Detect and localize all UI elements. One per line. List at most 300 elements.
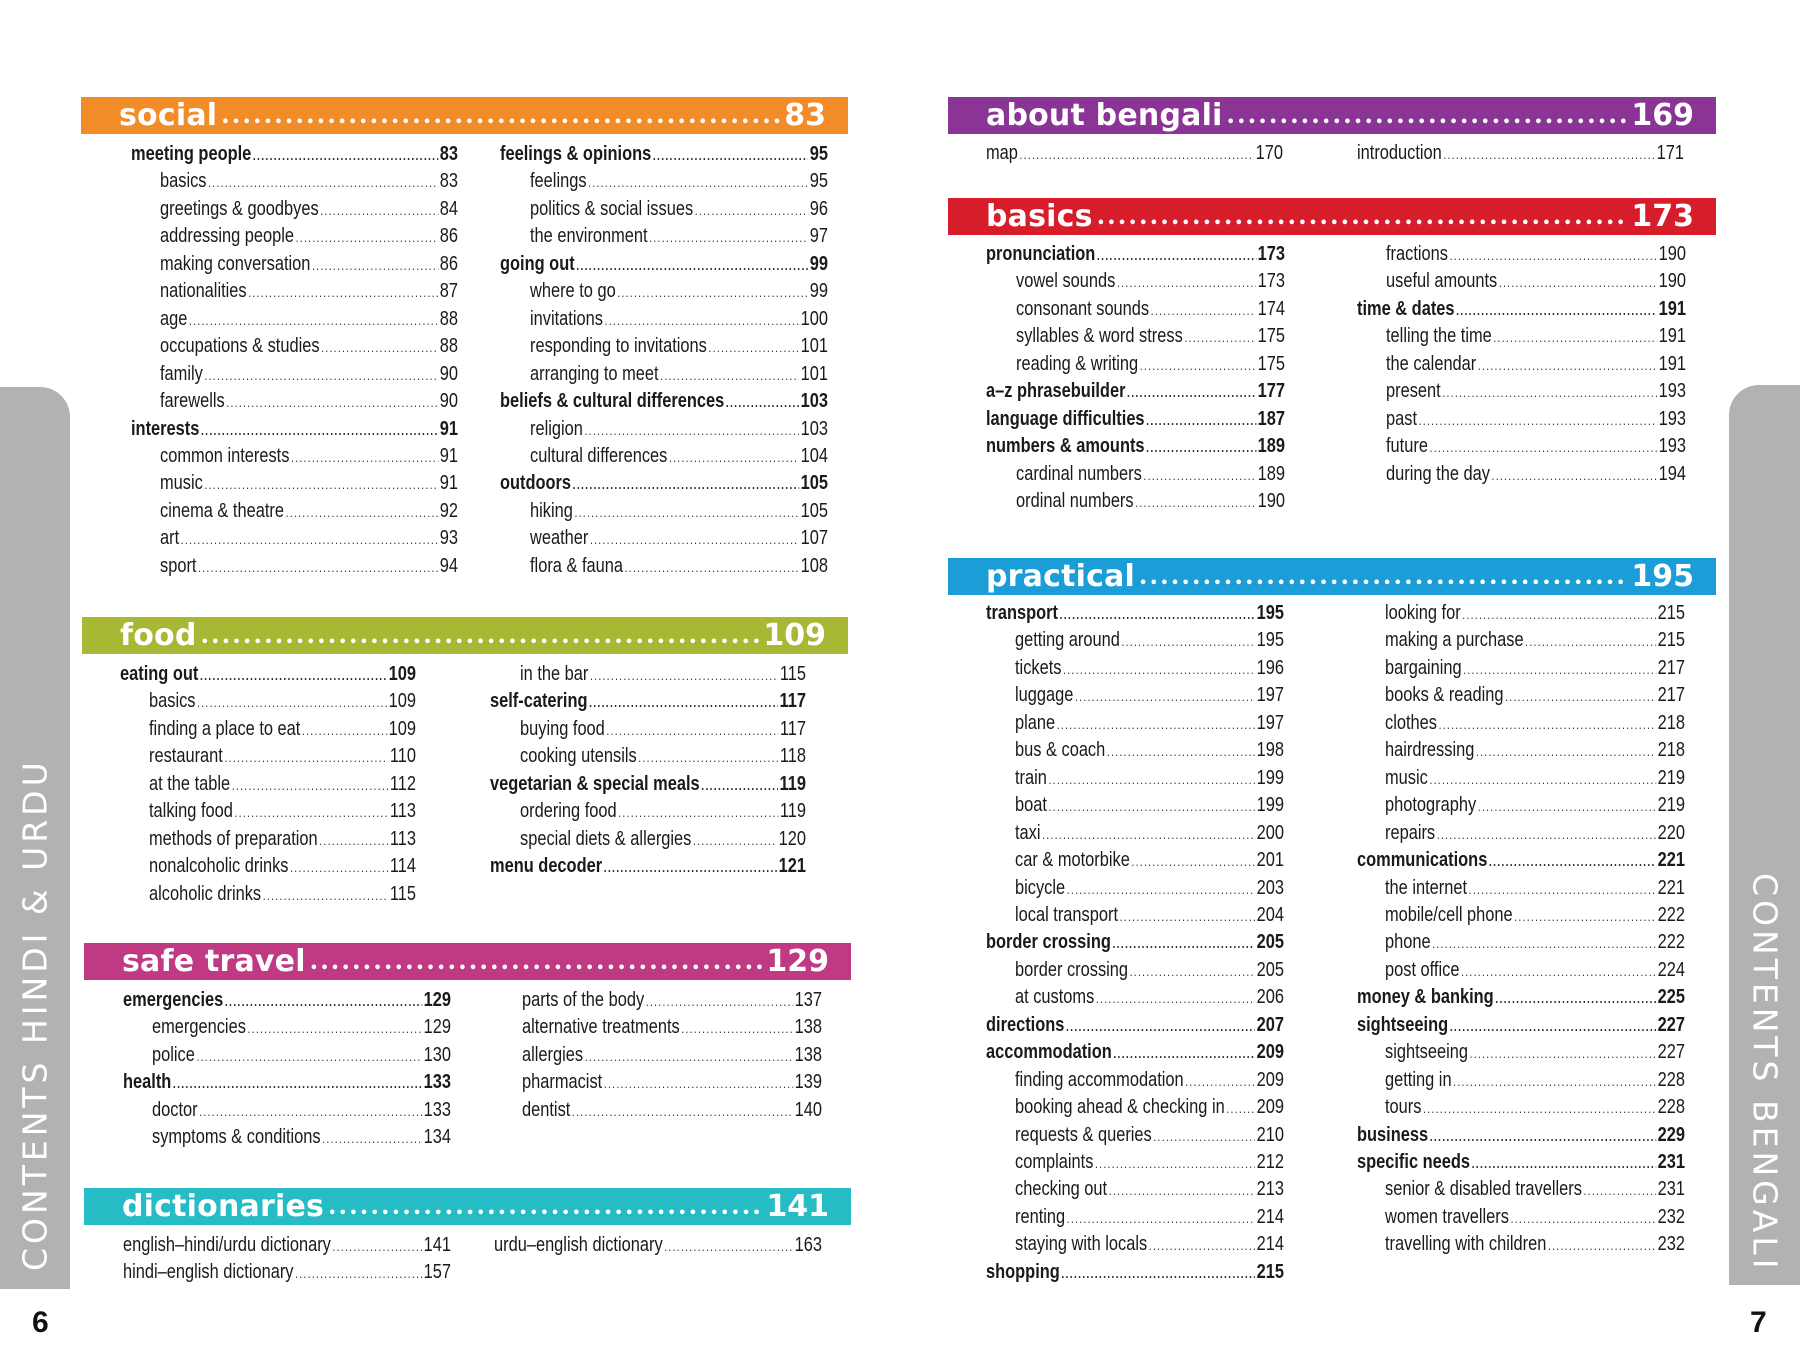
toc-entry[interactable] bbox=[160, 306, 458, 333]
entry-label: reading & writing bbox=[1016, 351, 1139, 375]
toc-entry[interactable] bbox=[1385, 765, 1685, 792]
leader-dots bbox=[286, 499, 439, 526]
toc-entry[interactable] bbox=[1015, 875, 1284, 902]
entry-page-number: 137 bbox=[794, 988, 822, 1011]
section-band-food[interactable] bbox=[82, 617, 848, 654]
toc-entry[interactable] bbox=[149, 771, 416, 798]
leader-dots bbox=[201, 417, 438, 444]
toc-entry[interactable] bbox=[530, 498, 828, 525]
toc-heading-entry[interactable] bbox=[131, 416, 458, 443]
toc-entry[interactable] bbox=[1385, 875, 1685, 902]
toc-entry[interactable] bbox=[123, 1259, 451, 1286]
leader-dots bbox=[1121, 628, 1255, 655]
toc-entry[interactable] bbox=[1385, 682, 1685, 709]
toc-entry[interactable] bbox=[149, 743, 416, 770]
leader-dots bbox=[1470, 1040, 1656, 1067]
leader-dots bbox=[1493, 324, 1657, 351]
leader-dots bbox=[1042, 821, 1255, 848]
toc-heading-entry[interactable] bbox=[500, 251, 828, 278]
toc-entry[interactable] bbox=[1016, 461, 1285, 488]
toc-heading-entry[interactable] bbox=[490, 853, 806, 880]
entry-label: alternative treatments bbox=[522, 1015, 680, 1039]
toc-entry[interactable] bbox=[522, 987, 822, 1014]
toc-heading-entry[interactable] bbox=[986, 406, 1285, 433]
toc-entry[interactable] bbox=[149, 716, 416, 743]
toc-heading-entry[interactable] bbox=[123, 1069, 451, 1096]
entry-page-number: 105 bbox=[800, 471, 828, 495]
toc-heading-entry[interactable] bbox=[1357, 1012, 1685, 1039]
entry-page-number: 117 bbox=[779, 716, 806, 740]
toc-heading-entry[interactable] bbox=[986, 1012, 1284, 1039]
toc-entry[interactable] bbox=[1385, 627, 1685, 654]
entry-page-number: 101 bbox=[800, 334, 828, 358]
leader-dots bbox=[204, 362, 438, 389]
toc-entry[interactable] bbox=[1386, 241, 1686, 268]
toc-entry[interactable] bbox=[1386, 351, 1686, 378]
leader-dots bbox=[196, 1043, 422, 1070]
toc-heading-entry[interactable] bbox=[1357, 984, 1685, 1011]
leader-dots bbox=[226, 389, 438, 416]
toc-entry[interactable] bbox=[530, 278, 828, 305]
entry-label: urdu–english dictionary bbox=[494, 1233, 663, 1256]
entry-page-number: 105 bbox=[800, 498, 828, 522]
toc-entry[interactable] bbox=[160, 196, 458, 223]
leader-dots bbox=[604, 854, 777, 881]
section-page: 173 bbox=[1631, 199, 1694, 234]
toc-entry[interactable] bbox=[1016, 488, 1285, 515]
entry-page-number: 141 bbox=[423, 1233, 451, 1256]
leader-dots bbox=[660, 362, 799, 389]
toc-entry[interactable] bbox=[1015, 1176, 1284, 1203]
entry-page-number: 209 bbox=[1256, 1067, 1284, 1091]
toc-entry[interactable] bbox=[1385, 820, 1685, 847]
toc-entry[interactable] bbox=[160, 498, 458, 525]
toc-heading-entry[interactable] bbox=[1357, 1149, 1685, 1176]
entry-page-number: 213 bbox=[1256, 1177, 1284, 1201]
toc-entry[interactable] bbox=[152, 1014, 451, 1041]
toc-heading-entry[interactable] bbox=[1357, 847, 1685, 874]
section-band-social[interactable] bbox=[81, 97, 848, 134]
entry-page-number: 196 bbox=[1256, 655, 1284, 679]
entry-label: sport bbox=[160, 553, 197, 577]
toc-entry[interactable] bbox=[522, 1069, 822, 1096]
entry-page-number: 140 bbox=[794, 1097, 822, 1121]
toc-entry[interactable] bbox=[160, 361, 458, 388]
leader-dots bbox=[1149, 1232, 1255, 1259]
toc-entry[interactable] bbox=[530, 306, 828, 333]
toc-entry[interactable] bbox=[160, 470, 458, 497]
section-band-basics[interactable] bbox=[948, 198, 1716, 235]
toc-entry[interactable] bbox=[1015, 847, 1284, 874]
toc-entry[interactable] bbox=[160, 525, 458, 552]
entry-page-number: 91 bbox=[439, 416, 458, 440]
leader-dots bbox=[604, 1070, 793, 1097]
toc-entry[interactable] bbox=[160, 223, 458, 250]
entry-page-number: 88 bbox=[439, 306, 458, 330]
entry-label: bargaining bbox=[1385, 655, 1462, 679]
toc-entry[interactable] bbox=[520, 826, 806, 853]
toc-entry[interactable] bbox=[160, 251, 458, 278]
entry-page-number: 92 bbox=[439, 498, 458, 522]
leader-dots bbox=[617, 279, 808, 306]
toc-entry[interactable] bbox=[149, 826, 416, 853]
toc-entry[interactable] bbox=[530, 553, 828, 580]
leader-dots bbox=[1020, 141, 1255, 168]
entry-label: present bbox=[1386, 379, 1441, 403]
leader-dots bbox=[1450, 1013, 1656, 1040]
leader-dots bbox=[1478, 793, 1656, 820]
entry-page-number: 103 bbox=[800, 416, 828, 440]
leader-dots bbox=[1067, 876, 1255, 903]
leader-dots bbox=[1514, 903, 1656, 930]
section-title: practical bbox=[986, 559, 1136, 594]
toc-entry[interactable] bbox=[1015, 655, 1284, 682]
toc-entry[interactable] bbox=[1385, 1039, 1685, 1066]
toc-entry[interactable] bbox=[152, 1042, 451, 1069]
toc-entry[interactable] bbox=[522, 1097, 822, 1124]
entry-label: phone bbox=[1385, 930, 1431, 954]
entry-label: fractions bbox=[1386, 242, 1448, 265]
entry-label: alcoholic drinks bbox=[149, 881, 262, 905]
leader-dots bbox=[1112, 930, 1255, 957]
toc-entry[interactable] bbox=[1015, 902, 1284, 929]
entry-page-number: 112 bbox=[389, 771, 416, 795]
entry-page-number: 118 bbox=[779, 744, 806, 768]
leader-dots bbox=[1146, 407, 1256, 434]
toc-heading-entry[interactable] bbox=[1357, 1122, 1685, 1149]
entry-label: allergies bbox=[522, 1042, 584, 1066]
toc-entry[interactable] bbox=[1386, 461, 1686, 488]
toc-entry[interactable] bbox=[1386, 433, 1686, 460]
entry-page-number: 119 bbox=[779, 799, 806, 823]
leader-dots bbox=[1226, 1095, 1255, 1122]
section-title: dictionaries bbox=[122, 1189, 325, 1224]
entry-page-number: 205 bbox=[1256, 957, 1284, 981]
entry-page-number: 163 bbox=[794, 1233, 822, 1256]
toc-entry[interactable] bbox=[1016, 323, 1285, 350]
entry-label: basics bbox=[160, 169, 207, 193]
toc-heading-entry[interactable] bbox=[131, 141, 458, 168]
entry-label: politics & social issues bbox=[530, 196, 694, 220]
entry-label: shopping bbox=[986, 1259, 1060, 1283]
toc-entry[interactable] bbox=[1016, 268, 1285, 295]
entry-label: plane bbox=[1015, 710, 1056, 734]
toc-entry[interactable] bbox=[1385, 1231, 1685, 1258]
toc-entry[interactable] bbox=[494, 1232, 822, 1259]
toc-entry[interactable] bbox=[1385, 1067, 1685, 1094]
toc-entry[interactable] bbox=[1385, 957, 1685, 984]
entry-label: at customs bbox=[1015, 985, 1095, 1009]
leader-dots bbox=[1130, 958, 1255, 985]
toc-heading-entry[interactable] bbox=[490, 771, 806, 798]
entry-page-number: 109 bbox=[388, 716, 416, 740]
entry-label: map bbox=[986, 141, 1018, 164]
entry-page-number: 228 bbox=[1657, 1095, 1685, 1119]
toc-entry[interactable] bbox=[1015, 1122, 1284, 1149]
toc-entry[interactable] bbox=[149, 853, 416, 880]
leader-dots bbox=[1505, 683, 1656, 710]
entry-page-number: 94 bbox=[439, 553, 458, 577]
section-page: 141 bbox=[766, 1189, 829, 1224]
toc-entry[interactable] bbox=[1015, 682, 1284, 709]
leader-dots bbox=[1419, 407, 1657, 434]
toc-entry[interactable] bbox=[1015, 957, 1284, 984]
leader-dots bbox=[1429, 766, 1656, 793]
toc-entry[interactable] bbox=[149, 688, 416, 715]
entry-page-number: 115 bbox=[389, 881, 416, 905]
toc-entry[interactable] bbox=[1015, 1067, 1284, 1094]
toc-entry[interactable] bbox=[520, 798, 806, 825]
leader-dots bbox=[573, 471, 799, 498]
entry-label: transport bbox=[986, 601, 1058, 624]
entry-page-number: 93 bbox=[439, 526, 458, 550]
toc-entry[interactable] bbox=[520, 661, 806, 688]
toc-entry[interactable] bbox=[160, 443, 458, 470]
toc-entry[interactable] bbox=[149, 798, 416, 825]
leader-dots bbox=[708, 334, 799, 361]
entry-page-number: 231 bbox=[1657, 1177, 1685, 1201]
entry-page-number: 228 bbox=[1657, 1067, 1685, 1091]
toc-entry[interactable] bbox=[1016, 296, 1285, 323]
toc-heading-entry[interactable] bbox=[986, 378, 1285, 405]
entry-page-number: 217 bbox=[1657, 655, 1685, 679]
leader-dots bbox=[1063, 656, 1255, 683]
section-band-safe-travel[interactable] bbox=[84, 943, 851, 980]
toc-heading-entry[interactable] bbox=[986, 600, 1284, 627]
leader-dots bbox=[589, 689, 778, 716]
entry-label: music bbox=[1385, 765, 1428, 789]
toc-heading-entry[interactable] bbox=[1357, 296, 1686, 323]
toc-entry[interactable] bbox=[1385, 710, 1685, 737]
toc-heading-entry[interactable] bbox=[490, 688, 806, 715]
toc-heading-entry[interactable] bbox=[500, 470, 828, 497]
toc-entry[interactable] bbox=[1015, 1231, 1284, 1258]
entry-label: self-catering bbox=[490, 689, 588, 713]
entry-page-number: 231 bbox=[1657, 1150, 1685, 1173]
toc-entry[interactable] bbox=[520, 716, 806, 743]
leader-dots bbox=[1143, 462, 1256, 489]
entry-label: photography bbox=[1385, 793, 1477, 817]
toc-heading-entry[interactable] bbox=[500, 141, 828, 168]
entry-label: farewells bbox=[160, 389, 225, 413]
leader-dots bbox=[1430, 1123, 1656, 1150]
toc-entry[interactable] bbox=[1386, 378, 1686, 405]
entry-label: taxi bbox=[1015, 820, 1041, 844]
entry-label: religion bbox=[530, 416, 583, 440]
entry-page-number: 214 bbox=[1256, 1204, 1284, 1228]
toc-entry[interactable] bbox=[160, 333, 458, 360]
leader-dots bbox=[576, 252, 808, 279]
entry-label: greetings & goodbyes bbox=[160, 196, 319, 220]
leader-dots bbox=[1472, 1150, 1656, 1177]
leader-dots bbox=[1107, 738, 1255, 765]
leader-dots bbox=[248, 279, 438, 306]
leader-dots bbox=[1499, 269, 1657, 296]
entry-label: vowel sounds bbox=[1016, 269, 1116, 293]
entry-label: tours bbox=[1385, 1095, 1422, 1119]
toc-entry[interactable] bbox=[152, 1097, 451, 1124]
entry-label: methods of preparation bbox=[149, 826, 318, 850]
leader-dots bbox=[248, 1015, 423, 1042]
entry-label: clothes bbox=[1385, 710, 1437, 734]
section-page: 129 bbox=[766, 944, 829, 979]
entry-page-number: 113 bbox=[389, 826, 416, 850]
toc-entry[interactable] bbox=[1386, 323, 1686, 350]
toc-entry[interactable] bbox=[123, 1232, 451, 1259]
toc-entry[interactable] bbox=[160, 553, 458, 580]
leader-dots bbox=[585, 1043, 793, 1070]
entry-page-number: 99 bbox=[809, 251, 828, 275]
entry-label: border crossing bbox=[986, 930, 1111, 954]
entry-label: senior & disabled travellers bbox=[1385, 1177, 1582, 1201]
toc-entry[interactable] bbox=[530, 196, 828, 223]
entry-label: police bbox=[152, 1042, 195, 1066]
toc-entry[interactable] bbox=[160, 388, 458, 415]
toc-entry[interactable] bbox=[1385, 792, 1685, 819]
leader-dots bbox=[625, 554, 799, 581]
entry-page-number: 174 bbox=[1257, 296, 1285, 320]
toc-entry[interactable] bbox=[530, 168, 828, 195]
section-band-dictionaries[interactable] bbox=[84, 1188, 851, 1225]
entry-page-number: 219 bbox=[1657, 765, 1685, 789]
toc-entry[interactable] bbox=[1015, 1149, 1284, 1176]
entry-label: accommodation bbox=[986, 1040, 1112, 1064]
section-band-practical[interactable] bbox=[948, 558, 1716, 595]
entry-page-number: 190 bbox=[1658, 269, 1686, 293]
toc-entry[interactable] bbox=[530, 361, 828, 388]
leader-dots bbox=[224, 744, 388, 771]
entry-label: addressing people bbox=[160, 224, 295, 248]
entry-label: emergencies bbox=[152, 1015, 246, 1039]
toc-entry[interactable] bbox=[520, 743, 806, 770]
toc-heading-entry[interactable] bbox=[123, 987, 451, 1014]
toc-entry[interactable] bbox=[1385, 902, 1685, 929]
entry-page-number: 104 bbox=[800, 443, 828, 467]
toc-entry[interactable] bbox=[152, 1124, 451, 1151]
toc-heading-entry[interactable] bbox=[500, 388, 828, 415]
toc-entry[interactable] bbox=[1386, 406, 1686, 433]
entry-label: vegetarian & special meals bbox=[490, 771, 700, 795]
entry-page-number: 83 bbox=[439, 142, 458, 165]
toc-entry[interactable] bbox=[1385, 1176, 1685, 1203]
entry-page-number: 215 bbox=[1256, 1259, 1284, 1283]
entry-label: art bbox=[160, 526, 180, 550]
toc-heading-entry[interactable] bbox=[986, 929, 1284, 956]
toc-heading-entry[interactable] bbox=[986, 1039, 1284, 1066]
toc-entry[interactable] bbox=[1015, 627, 1284, 654]
entry-page-number: 222 bbox=[1657, 902, 1685, 926]
leader-dots bbox=[290, 854, 388, 881]
toc-entry[interactable] bbox=[1386, 268, 1686, 295]
toc-entry[interactable] bbox=[1015, 710, 1284, 737]
entry-page-number: 221 bbox=[1657, 848, 1685, 872]
entry-label: language difficulties bbox=[986, 406, 1145, 430]
entry-page-number: 86 bbox=[439, 251, 458, 275]
leader-dots bbox=[1432, 930, 1656, 957]
leader-dots bbox=[291, 444, 438, 471]
entry-label: health bbox=[123, 1070, 172, 1094]
leader-dots bbox=[181, 526, 438, 553]
toc-entry[interactable] bbox=[1385, 737, 1685, 764]
toc-entry[interactable] bbox=[149, 881, 416, 908]
toc-entry[interactable] bbox=[530, 416, 828, 443]
entry-label: music bbox=[160, 471, 203, 495]
entry-label: numbers & amounts bbox=[986, 434, 1145, 458]
leader-dots bbox=[321, 334, 438, 361]
entry-label: border crossing bbox=[1015, 957, 1129, 981]
entry-label: mobile/cell phone bbox=[1385, 902, 1513, 926]
toc-entry[interactable] bbox=[1385, 1204, 1685, 1231]
toc-entry[interactable] bbox=[1015, 792, 1284, 819]
entry-page-number: 190 bbox=[1257, 489, 1285, 513]
leader-dots bbox=[584, 417, 799, 444]
toc-entry[interactable] bbox=[1385, 1094, 1685, 1121]
toc-entry[interactable] bbox=[1016, 351, 1285, 378]
toc-entry[interactable] bbox=[522, 1014, 822, 1041]
entry-page-number: 214 bbox=[1256, 1232, 1284, 1256]
leader-dots bbox=[574, 499, 799, 526]
entry-page-number: 133 bbox=[423, 1070, 451, 1094]
toc-entry[interactable] bbox=[986, 140, 1283, 167]
entry-page-number: 212 bbox=[1256, 1150, 1284, 1173]
toc-entry[interactable] bbox=[1015, 984, 1284, 1011]
toc-entry[interactable] bbox=[1385, 655, 1685, 682]
entry-label: the environment bbox=[530, 224, 648, 248]
entry-label: renting bbox=[1015, 1204, 1066, 1228]
leader-dots bbox=[606, 717, 778, 744]
toc-heading-entry[interactable] bbox=[986, 433, 1285, 460]
entry-page-number: 100 bbox=[800, 306, 828, 330]
toc-entry[interactable] bbox=[160, 168, 458, 195]
side-tab-hindi-urdu[interactable] bbox=[0, 387, 70, 1289]
entry-label: cooking utensils bbox=[520, 744, 637, 768]
toc-entry[interactable] bbox=[522, 1042, 822, 1069]
toc-entry[interactable] bbox=[1015, 765, 1284, 792]
entry-label: responding to invitations bbox=[530, 334, 707, 358]
toc-entry[interactable] bbox=[1015, 737, 1284, 764]
side-tab-bengali[interactable] bbox=[1729, 385, 1800, 1285]
toc-entry[interactable] bbox=[1357, 140, 1684, 167]
toc-entry[interactable] bbox=[1385, 600, 1685, 627]
leader-dots bbox=[1227, 106, 1628, 134]
toc-entry[interactable] bbox=[530, 223, 828, 250]
toc-entry[interactable] bbox=[530, 333, 828, 360]
section-band-about-bengali[interactable] bbox=[948, 97, 1716, 134]
toc-entry[interactable] bbox=[160, 278, 458, 305]
entry-label: checking out bbox=[1015, 1177, 1108, 1201]
leader-dots bbox=[1049, 793, 1256, 820]
entry-label: invitations bbox=[530, 306, 603, 330]
toc-entry[interactable] bbox=[1015, 1094, 1284, 1121]
entry-page-number: 91 bbox=[439, 471, 458, 495]
leader-dots bbox=[310, 952, 763, 980]
entry-page-number: 139 bbox=[794, 1070, 822, 1094]
entry-page-number: 109 bbox=[388, 662, 416, 685]
entry-label: consonant sounds bbox=[1016, 296, 1150, 320]
entry-label: talking food bbox=[149, 799, 233, 823]
leader-dots bbox=[1492, 462, 1657, 489]
toc-entry[interactable] bbox=[530, 443, 828, 470]
entry-page-number: 173 bbox=[1257, 269, 1285, 293]
toc-heading-entry[interactable] bbox=[986, 1259, 1284, 1286]
toc-entry[interactable] bbox=[1385, 929, 1685, 956]
toc-entry[interactable] bbox=[1015, 1204, 1284, 1231]
entry-label: buying food bbox=[520, 716, 605, 740]
toc-heading-entry[interactable] bbox=[120, 661, 416, 688]
toc-entry[interactable] bbox=[530, 525, 828, 552]
toc-entry[interactable] bbox=[1015, 820, 1284, 847]
toc-heading-entry[interactable] bbox=[986, 241, 1285, 268]
